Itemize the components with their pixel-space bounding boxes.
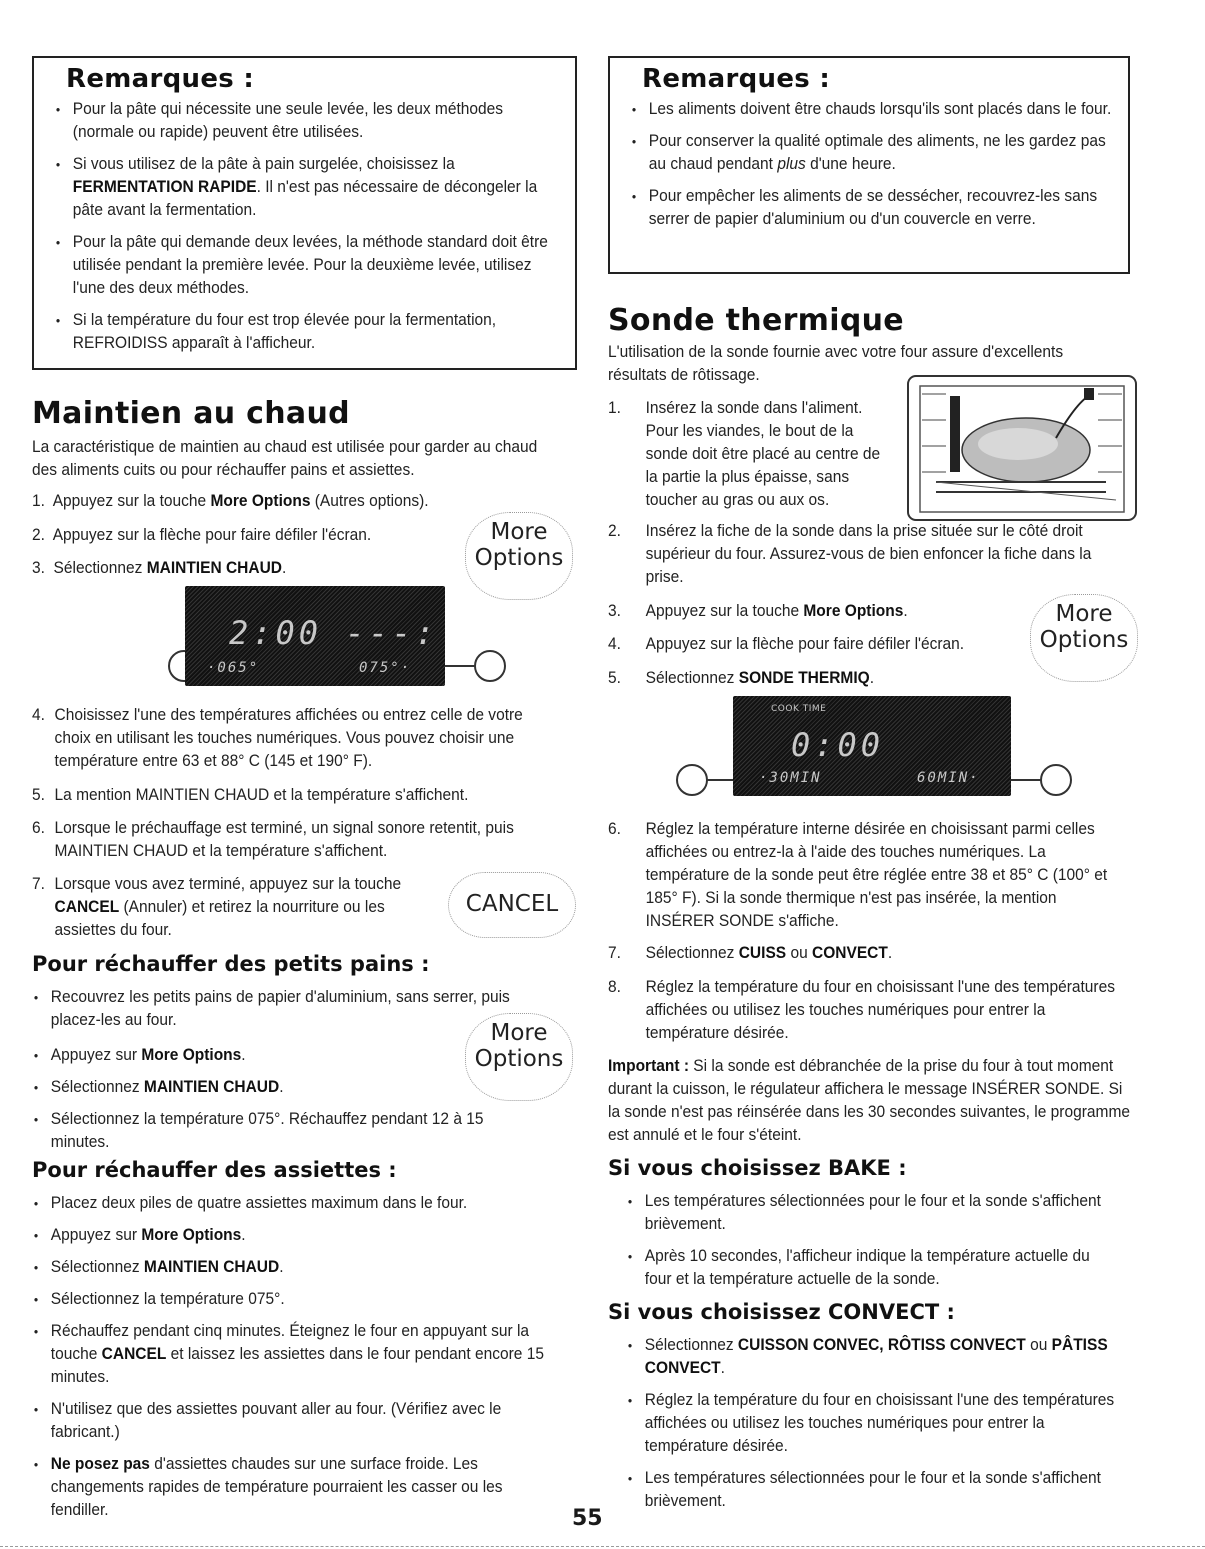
list-item: • Si la température du four est trop élevée pour la fermentation, REFROIDISS apparaît à l'afficheur. (54, 309, 562, 355)
sonde-step-4: 4. Appuyez sur la flèche pour faire défiler l'écran. (608, 635, 965, 653)
maintien-step-4: 4. Choisissez l'une des températures affichées ou entrez celle de votre choix en utilisant les touches numériques. Vous pouvez choisir une température entre 63 et 88° C (145 et 190° F). (32, 706, 523, 770)
remarks-title: Remarques : (642, 64, 831, 94)
control-knob-right (474, 650, 506, 682)
more-options-button: More Options (1030, 594, 1138, 682)
sonde-step-7: 7. Sélectionnez CUISS ou CONVECT. (608, 944, 893, 962)
maintien-step-2: 2. Appuyez sur la flèche pour faire défiler l'écran. (32, 526, 372, 544)
sonde-step-5: 5. Sélectionnez SONDE THERMIQ. (608, 669, 875, 687)
display-right: 60MIN· (917, 770, 980, 786)
section-title-sonde: Sonde thermique (608, 303, 904, 338)
sonde-step-8: 8. Réglez la température du four en choisissant l'une des températures affichées ou utilisez les touches numériques pour entrer la température désirée. (608, 978, 1115, 1042)
assiettes-list (32, 1192, 554, 1531)
remarks-list (630, 98, 1119, 231)
maintien-step-1: 1. Appuyez sur la touche More Options (Autres options). (32, 492, 429, 510)
bake-list (626, 1190, 1120, 1300)
sonde-step-3: 3. Appuyez sur la touche More Options. (608, 602, 908, 620)
list-item: • Pour la pâte qui nécessite une seule levée, les deux méthodes (normale ou rapide) peuvent être utilisées. (54, 98, 562, 144)
list-item: • Recouvrez les petits pains de papier d'aluminium, sans serrer, puis placez-les au four. (32, 986, 554, 1032)
sonde-intro: L'utilisation de la sonde fournie avec votre four assure d'excellents résultats de rôtissage. (608, 343, 1064, 384)
list-item: • Pour la pâte qui demande deux levées, la méthode standard doit être utilisée pendant la première levée. Pour la deuxième levée, utilisez l'une des deux méthodes. (54, 231, 562, 300)
list-item: • Sélectionnez MAINTIEN CHAUD. (32, 1256, 554, 1279)
section-title-assiettes: Pour réchauffer des assiettes : (32, 1158, 397, 1182)
list-item: • Après 10 secondes, l'afficheur indique la température actuelle du four et la température actuelle de la sonde. (626, 1245, 1120, 1291)
remarks-box-right (608, 56, 1130, 274)
remarks-box-left (32, 56, 577, 370)
oven-probe-illustration (906, 374, 1138, 522)
section-title-bake: Si vous choisissez BAKE : (608, 1156, 907, 1180)
list-item: • Sélectionnez CUISSON CONVEC, RÔTISS CONVECT ou PÂTISS CONVECT. (626, 1334, 1120, 1380)
sonde-important: Important : Si la sonde est débranchée de la prise du four à tout moment durant la cuisson, le régulateur affichera le message INSÉRER SONDE. Si la sonde n'est pas réinsérée dans les 30 secondes suivantes, le programme est annulé et le four s'éteint. (608, 1057, 1130, 1144)
list-item: • N'utilisez que des assiettes pouvant aller au four. (Vérifiez avec le fabricant.) (32, 1398, 554, 1444)
list-item: • Appuyez sur More Options. (32, 1224, 554, 1247)
maintien-step-6: 6. Lorsque le préchauffage est terminé, un signal sonore retentit, puis MAINTIEN CHAUD et la température s'affichent. (32, 819, 514, 860)
list-item: • Les températures sélectionnées pour le four et la sonde s'affichent brièvement. (626, 1467, 1120, 1513)
remarks-list (54, 98, 562, 355)
section-title-pains: Pour réchauffer des petits pains : (32, 952, 430, 976)
bottom-divider (0, 1546, 1205, 1547)
convect-list (626, 1334, 1120, 1522)
more-options-button: More Options (465, 1013, 573, 1101)
list-item: • Sélectionnez la température 075°. (32, 1288, 554, 1311)
maintien-step-7: 7. Lorsque vous avez terminé, appuyez sur la touche CANCEL (Annuler) et retirez la nourriture ou les assiettes du four. (32, 875, 402, 939)
display-temp-left: ·065° (207, 660, 260, 676)
display-time: 2:00 ---: (229, 614, 439, 652)
sonde-step-2: 2. Insérez la fiche de la sonde dans la prise située sur le côté droit supérieur du four. Assurez-vous de bien enfoncer la fiche dans la prise. (608, 522, 1092, 586)
maintien-step-5: 5. La mention MAINTIEN CHAUD et la température s'affichent. (32, 786, 469, 804)
list-item: • Placez deux piles de quatre assiettes maximum dans le four. (32, 1192, 554, 1215)
page-number: 55 (572, 1506, 603, 1531)
list-item: • Si vous utilisez de la pâte à pain surgelée, choisissez la FERMENTATION RAPIDE. Il n'est pas nécessaire de décongeler la pâte avant la fermentation. (54, 153, 562, 222)
list-item: • Les aliments doivent être chauds lorsqu'ils sont placés dans le four. (630, 98, 1119, 121)
list-item: • Ne posez pas d'assiettes chaudes sur une surface froide. Les changements rapides de température pourraient les casser ou les fendiller. (32, 1453, 554, 1522)
remarks-title: Remarques : (66, 64, 255, 94)
sonde-step-6: 6. Réglez la température interne désirée en choisissant parmi celles affichées ou entrez-la à l'aide des touches numériques. La température de la sonde peut être réglée entre 38 et 85° C (100° et 185° F). Si la sonde thermique n'est pas insérée, la mention INSÉRER SONDE s'affiche. (608, 820, 1108, 930)
oven-display (185, 586, 445, 686)
list-item: • Pour conserver la qualité optimale des aliments, ne les gardez pas au chaud pendant plus d'une heure. (630, 130, 1119, 176)
list-item: • Appuyez sur More Options. (32, 1044, 554, 1067)
control-knob-left (676, 764, 708, 796)
display-cook-time-label: COOK TIME (771, 704, 827, 714)
control-knob-right (1040, 764, 1072, 796)
list-item: • Pour empêcher les aliments de se dessécher, recouvrez-les sans serrer de papier d'aluminium ou d'un couvercle en verre. (630, 185, 1119, 231)
oven-display (733, 696, 1011, 796)
cancel-button: CANCEL (448, 872, 576, 938)
section-title-convect: Si vous choisissez CONVECT : (608, 1300, 955, 1324)
display-time: 0:00 (791, 726, 885, 764)
list-item: • Sélectionnez MAINTIEN CHAUD. (32, 1076, 554, 1099)
list-item: • Réglez la température du four en choisissant l'une des températures affichées ou utilisez les touches numériques pour entrer la température désirée. (626, 1389, 1120, 1458)
list-item: • Les températures sélectionnées pour le four et la sonde s'affichent brièvement. (626, 1190, 1120, 1236)
section-title-maintien: Maintien au chaud (32, 396, 350, 431)
maintien-step-3: 3. Sélectionnez MAINTIEN CHAUD. (32, 559, 287, 577)
list-item: • Sélectionnez la température 075°. Réchauffez pendant 12 à 15 minutes. (32, 1108, 530, 1154)
display-temp-right: 075°· (359, 660, 412, 676)
sonde-step-1: 1. Insérez la sonde dans l'aliment. Pour les viandes, le bout de la sonde doit être placé au centre de la partie la plus épaisse, sans toucher au gras ou aux os. (608, 399, 881, 509)
display-left: ·30MIN (759, 770, 822, 786)
list-item: • Réchauffez pendant cinq minutes. Éteignez le four en appuyant sur la touche CANCEL et laissez les assiettes dans le four pendant encore 15 minutes. (32, 1320, 554, 1389)
more-options-button: More Options (465, 512, 573, 600)
maintien-intro: La caractéristique de maintien au chaud est utilisée pour garder au chaud des aliments cuits ou pour réchauffer pains et assiettes. (32, 438, 538, 479)
